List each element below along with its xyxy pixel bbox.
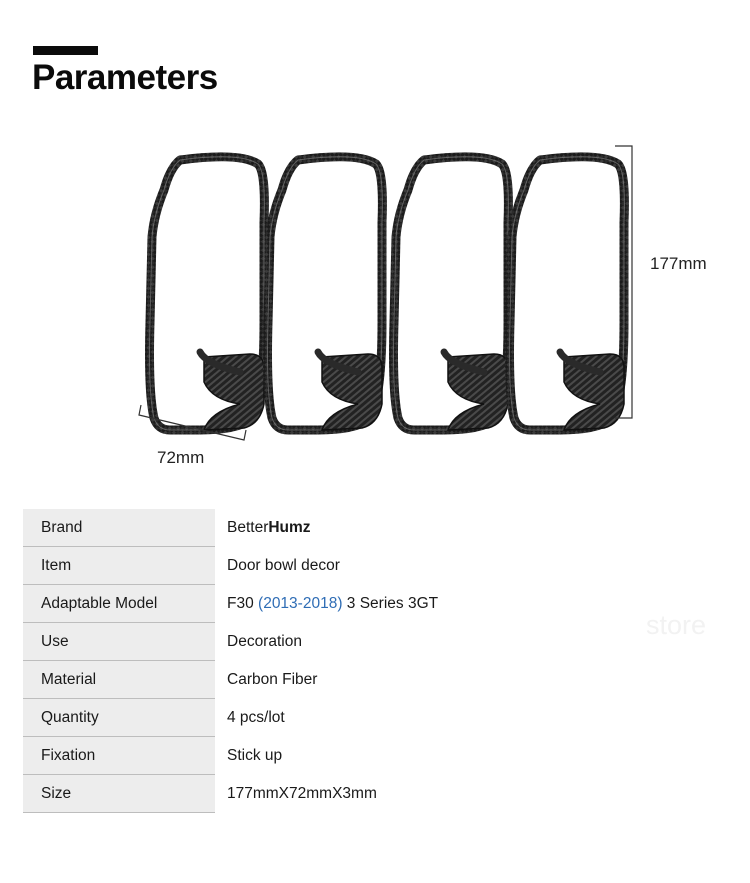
- spec-value-quantity: 4 pcs/lot: [227, 708, 285, 726]
- door-bowl-piece-2: [268, 157, 383, 430]
- product-figure: [0, 130, 750, 480]
- spec-value-item: Door bowl decor: [227, 556, 340, 574]
- table-row: [23, 775, 723, 813]
- spec-value-use: Decoration: [227, 632, 302, 650]
- spec-label-use: Use: [23, 623, 215, 661]
- width-dimension-label: 72mm: [157, 448, 205, 467]
- table-row: [23, 585, 723, 623]
- watermark-text: store: [646, 610, 707, 640]
- specs-table: [23, 509, 723, 813]
- spec-label-fixation: Fixation: [23, 737, 215, 775]
- model-suffix: 3 Series 3GT: [346, 594, 439, 612]
- table-row: [23, 699, 723, 737]
- spec-value-material: Carbon Fiber: [227, 670, 318, 688]
- spec-label-brand: Brand: [23, 509, 215, 547]
- door-bowl-piece-1: [150, 157, 265, 430]
- spec-value-brand: [215, 509, 723, 547]
- door-bowl-piece-3: [394, 157, 509, 430]
- spec-label-size: Size: [23, 775, 215, 813]
- model-years: (2013-2018): [258, 594, 343, 612]
- page-title: Parameters: [32, 58, 218, 97]
- spec-label-material: Material: [23, 661, 215, 699]
- table-row: [23, 509, 723, 547]
- model-prefix: F30: [227, 594, 254, 612]
- spec-label-quantity: Quantity: [23, 699, 215, 737]
- brand-bold: Humz: [268, 518, 311, 536]
- door-bowl-piece-4: [510, 157, 625, 430]
- spec-value-fixation: Stick up: [227, 746, 283, 764]
- spec-label-item: Item: [23, 547, 215, 585]
- title-accent-bar: [33, 46, 98, 55]
- product-illustration: [0, 130, 750, 480]
- table-row: [23, 737, 723, 775]
- spec-value-size: 177mmX72mmX3mm: [227, 784, 377, 802]
- table-row: [23, 661, 723, 699]
- brand-prefix: Better: [227, 518, 269, 536]
- height-dimension-label: 177mm: [650, 254, 707, 273]
- table-row: [23, 547, 723, 585]
- spec-value-model: [215, 585, 723, 623]
- spec-label-model: Adaptable Model: [23, 585, 215, 623]
- table-row: [23, 623, 723, 661]
